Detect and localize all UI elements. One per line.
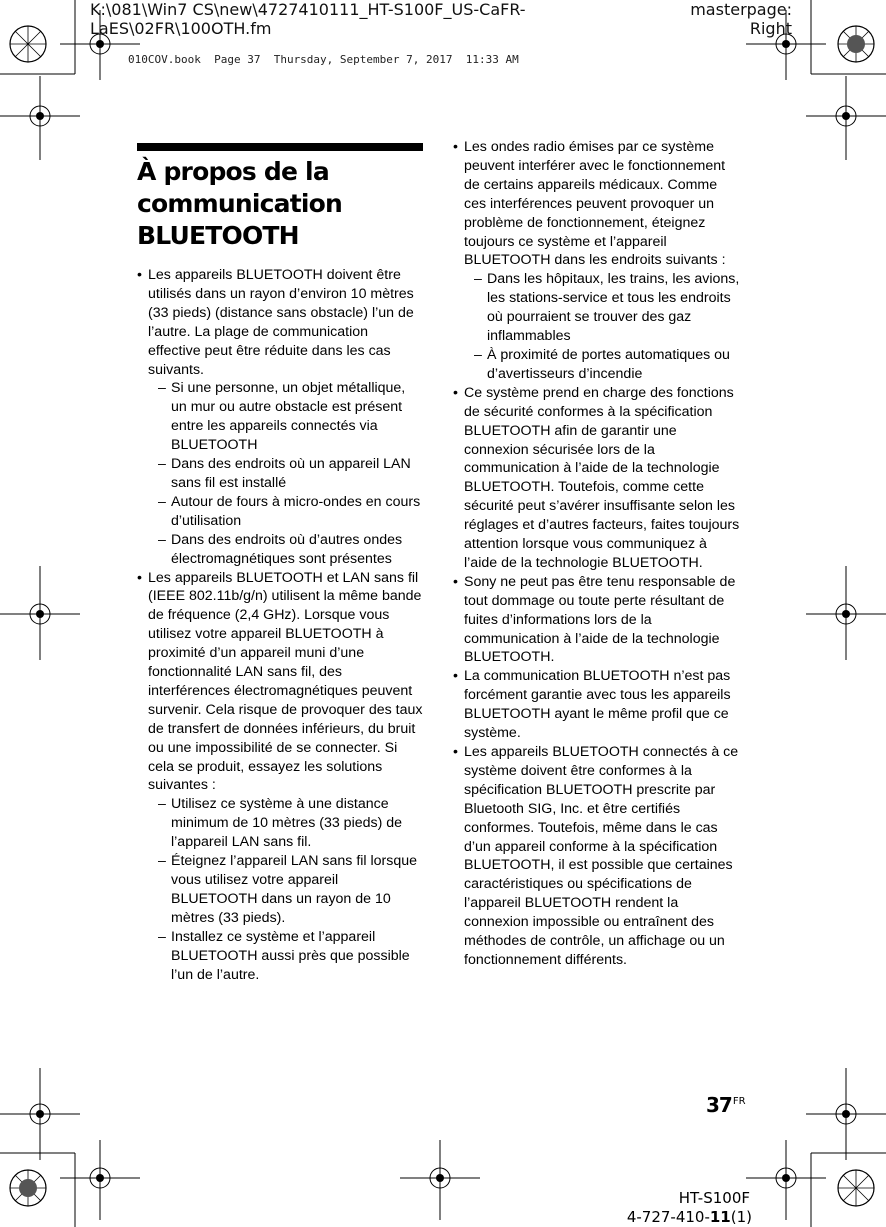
title-line-1: À propos de la	[137, 157, 329, 186]
title-line-2: communication	[137, 189, 343, 218]
bullet-wireless-lan	[137, 569, 423, 985]
part-number	[627, 1208, 752, 1227]
dash-item: – À proximité de portes automatiques ou d’avertisseurs d’incendie	[464, 346, 740, 384]
model-number: HT-S100F	[678, 1189, 750, 1207]
file-path-header	[90, 0, 530, 38]
dash-item: – Autour de fours à micro-ondes en cours d’utilisation	[148, 493, 423, 531]
dash-item: – Éteignez l’appareil LAN sans fil lorsque vous utilisez votre appareil BLUETOOTH dans un rayon de 10 mètres (33 pieds).	[148, 852, 423, 928]
dash-item: – Dans des endroits où d’autres ondes électromagnétiques sont présentes	[148, 531, 423, 569]
bullet-conformance: • Les appareils BLUETOOTH connectés à ce système doivent être conformes à la spécification BLUETOOTH prescrite par Bluetooth SIG, Inc. et être certifiés conformes. Toutefois, même dans le cas d’un appareil conforme à la spécification BLUETOOTH, il est possible que certaines caractéristiques ou spécifications de l’appareil BLUETOOTH rendent la connexion impossible ou entraînent des méthodes de contrôle, un affichage ou un fonctionnement différents.	[453, 743, 740, 970]
masterpage-header	[690, 0, 792, 38]
part-prefix: 4-727-410-	[626, 1208, 710, 1226]
dash-item: – Utilisez ce système à une distance minimum de 10 mètres (33 pieds) de l’appareil LAN sans fil.	[148, 795, 423, 852]
dash-item: – Dans les hôpitaux, les trains, les avions, les stations-service et tous les endroits où pourraient se trouver des gaz inflammables	[464, 270, 740, 346]
masterpage-value: Right	[749, 19, 792, 38]
book-info-line: 010COV.book Page 37 Thursday, September 7, 2017 11:33 AM	[128, 53, 519, 66]
dash-item: – Installez ce système et l’appareil BLUETOOTH aussi près que possible l’un de l’autre.	[148, 928, 423, 985]
dash-item: – Si une personne, un objet métallique, un mur ou autre obstacle est présent entre les appareils connectés via BLUETOOTH	[148, 379, 423, 455]
page-number-value: 37	[706, 1093, 732, 1117]
bullet-liability: • Sony ne peut pas être tenu responsable de tout dommage ou toute perte résultant de fuites d’informations lors de la communication à l’aide de la technologie BLUETOOTH.	[453, 573, 740, 668]
text-column-left	[137, 266, 423, 984]
section-title	[137, 156, 427, 252]
bullet-security: • Ce système prend en charge des fonctions de sécurité conformes à la spécification BLUETOOTH afin de garantir une connexion sécurisée lors de la communication à l’aide de la technologie BLUETOOTH. Toutefois, comme cette sécurité peut s’avérer insuffisante selon les réglages et d’autres facteurs, faites toujours attention lorsque vous communiquez à l’aide de la technologie BLUETOOTH.	[453, 384, 740, 573]
bullet-text: Les appareils BLUETOOTH et LAN sans fil (IEEE 802.11b/g/n) utilisent la même bande de fréquence (2,4 GHz). Lorsque vous utilisez votre appareil BLUETOOTH à proximité d’un appareil muni d’une fonctionnalité LAN sans fil, des interférences électromagnétiques peuvent survenir. Cela risque de provoquer des taux de transfert de données inférieurs, du bruit ou une impossibilité de se connecter. Si cela se produit, essayez les solutions suivantes :	[148, 569, 423, 794]
file-path-line-1: K:\081\Win7 CS\new\4727410111_HT-S100F_US-CaFR-	[90, 0, 526, 19]
title-line-3: BLUETOOTH	[137, 221, 299, 250]
dash-item: – Dans des endroits où un appareil LAN sans fil est installé	[148, 455, 423, 493]
masterpage-label: masterpage:	[690, 0, 792, 19]
bullet-text: Les ondes radio émises par ce système peuvent interférer avec le fonctionnement de certains appareils médicaux. Comme ces interférences peuvent provoquer un problème de fonctionnement, éteignez toujours ce système et l’appareil BLUETOOTH dans les endroits suivants :	[464, 139, 726, 269]
bullet-compatibility: • La communication BLUETOOTH n’est pas forcément garantie avec tous les appareils BLUETOOTH ayant le même profil que ce système.	[453, 667, 740, 743]
file-path-line-2: LaES\02FR\100OTH.fm	[90, 19, 272, 38]
text-column-right	[453, 138, 740, 970]
bullet-medical	[453, 138, 740, 384]
page-language-suffix: FR	[732, 1096, 746, 1107]
part-bold: 11	[709, 1208, 731, 1226]
page-number	[706, 1093, 746, 1117]
part-suffix: (1)	[730, 1208, 752, 1226]
bullet-range	[137, 266, 423, 569]
bullet-text: Les appareils BLUETOOTH doivent être utilisés dans un rayon d’environ 10 mètres (33 pieds) (distance sans obstacle) l’un de l’autre. La plage de communication effective peut être réduite dans les cas suivants.	[148, 267, 414, 378]
section-rule	[137, 143, 423, 151]
